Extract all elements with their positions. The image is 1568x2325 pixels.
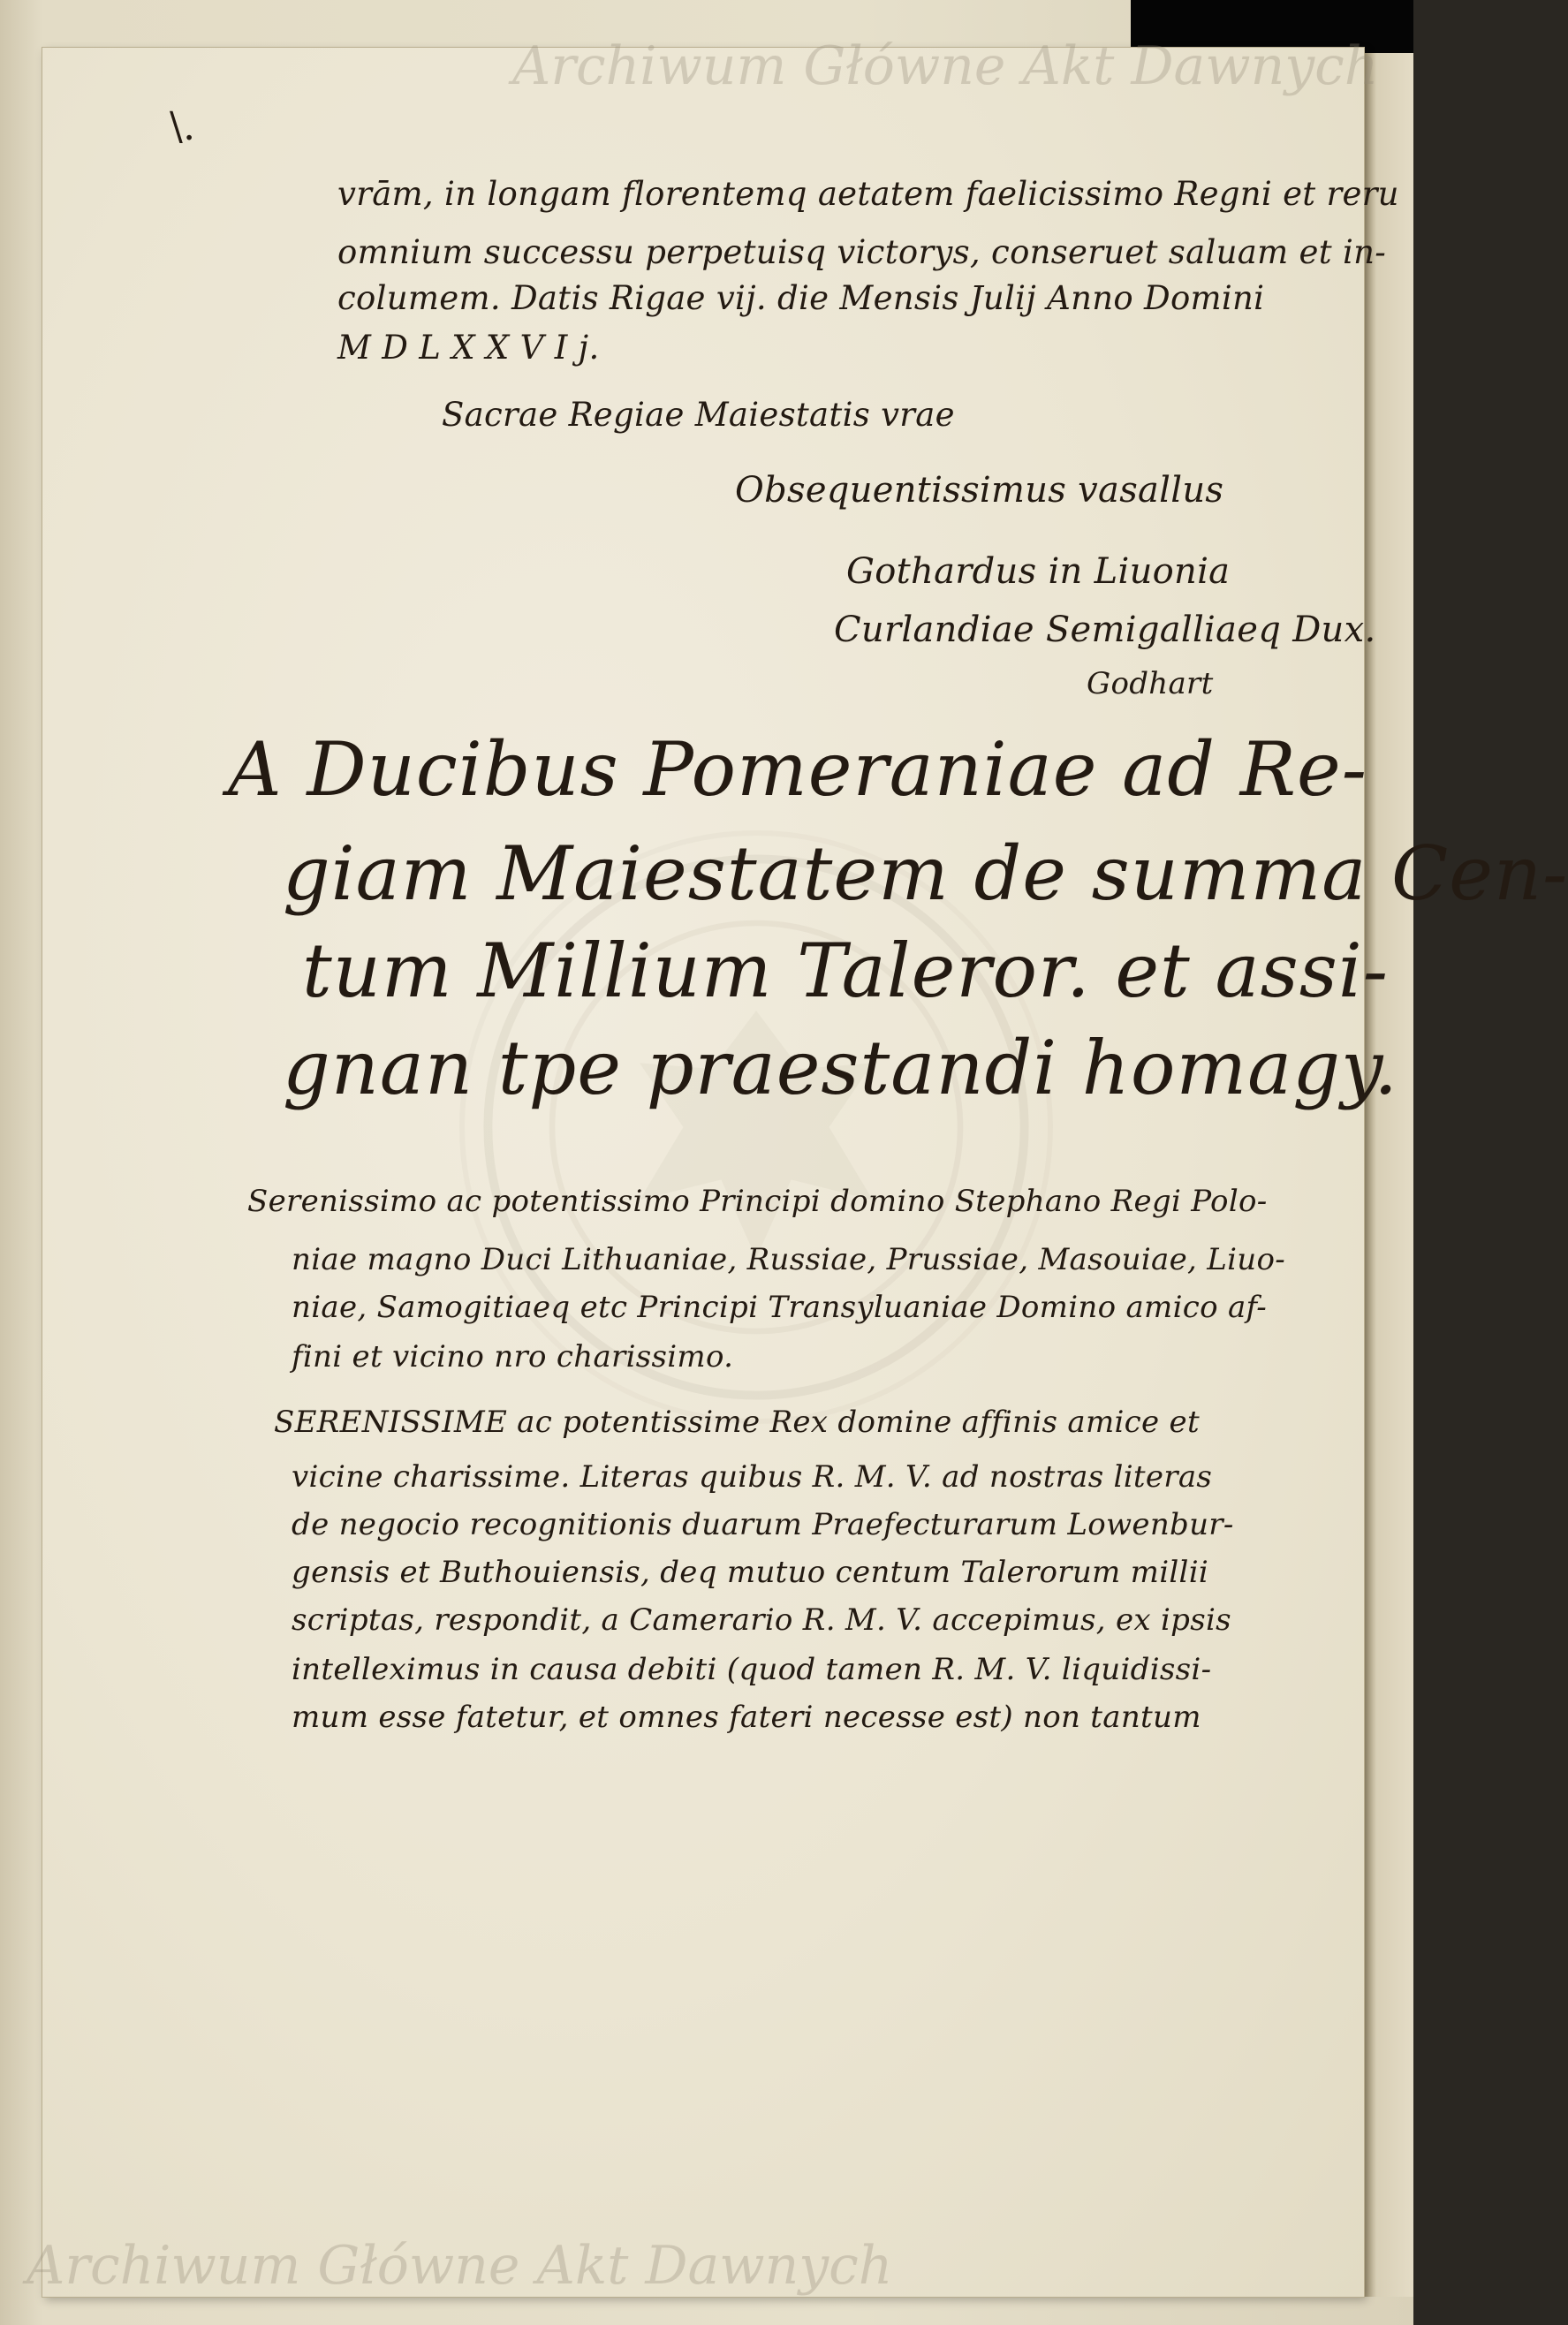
heading-line: A Ducibus Pomeraniae ad Re- — [228, 726, 1368, 813]
corner-mark: \. — [170, 104, 196, 149]
address-line: niae magno Duci Lithuaniae, Russiae, Prussiae, Masouiae, Liuo- — [292, 1242, 1286, 1277]
heading-line: giam Maiestatem de summa Cen- — [283, 830, 1568, 917]
salutation-line: Sacrae Regiae Maiestatis vrae — [442, 396, 955, 434]
autograph-signature: Godhart — [1087, 666, 1214, 701]
closing-line: omnium successu perpetuisq victorys, conseruet saluam et in- — [337, 233, 1387, 271]
stamp-eagle-icon — [465, 836, 1048, 1419]
signature-name: Gothardus in Liuonia — [846, 551, 1231, 592]
body-line: gensis et Buthouiensis, deq mutuo centum Talerorum millii — [292, 1555, 1209, 1590]
address-line: fini et vicino nro charissimo. — [292, 1339, 734, 1375]
heading-line: gnan tpe praestandi homagy. — [283, 1025, 1398, 1111]
signature-domain: Curlandiae Semigalliaeq Dux. — [834, 610, 1376, 650]
body-line: SERENISSIME ac potentissime Rex domine affinis amice et — [274, 1405, 1200, 1440]
closing-line: M D L X X V I j. — [337, 329, 600, 367]
address-line: niae, Samogitiaeq etc Principi Transyluaniae Domino amico af- — [292, 1290, 1268, 1325]
body-line: scriptas, respondit, a Camerario R. M. V. accepimus, ex ipsis — [292, 1602, 1231, 1638]
body-line: intelleximus in causa debiti (quod tamen R. M. V. liquidissi- — [292, 1652, 1212, 1687]
heading-line: tum Millium Taleror. et assi- — [302, 928, 1390, 1014]
archive-stamp — [459, 830, 1053, 1424]
signature-title: Obsequentissimus vasallus — [735, 470, 1224, 511]
body-line: vicine charissime. Literas quibus R. M. V. ad nostras literas — [292, 1459, 1213, 1495]
closing-line: columem. Datis Rigae vij. die Mensis Julij Anno Domini — [337, 279, 1265, 317]
next-page-edge — [1364, 53, 1413, 2297]
body-line: de negocio recognitionis duarum Praefecturarum Lowenbur- — [292, 1507, 1234, 1542]
archive-watermark-bottom: Archiwum Główne Akt Dawnych — [27, 2235, 893, 2297]
address-line: Serenissimo ac potentissimo Principi domino Stephano Regi Polo- — [247, 1184, 1268, 1219]
body-line: mum esse fatetur, et omnes fateri necesse est) non tantum — [292, 1700, 1201, 1735]
archive-watermark-top: Archiwum Główne Akt Dawnych — [512, 35, 1379, 97]
closing-line: vrām, in longam florentemq aetatem faelicissimo Regni et reru — [337, 175, 1399, 213]
